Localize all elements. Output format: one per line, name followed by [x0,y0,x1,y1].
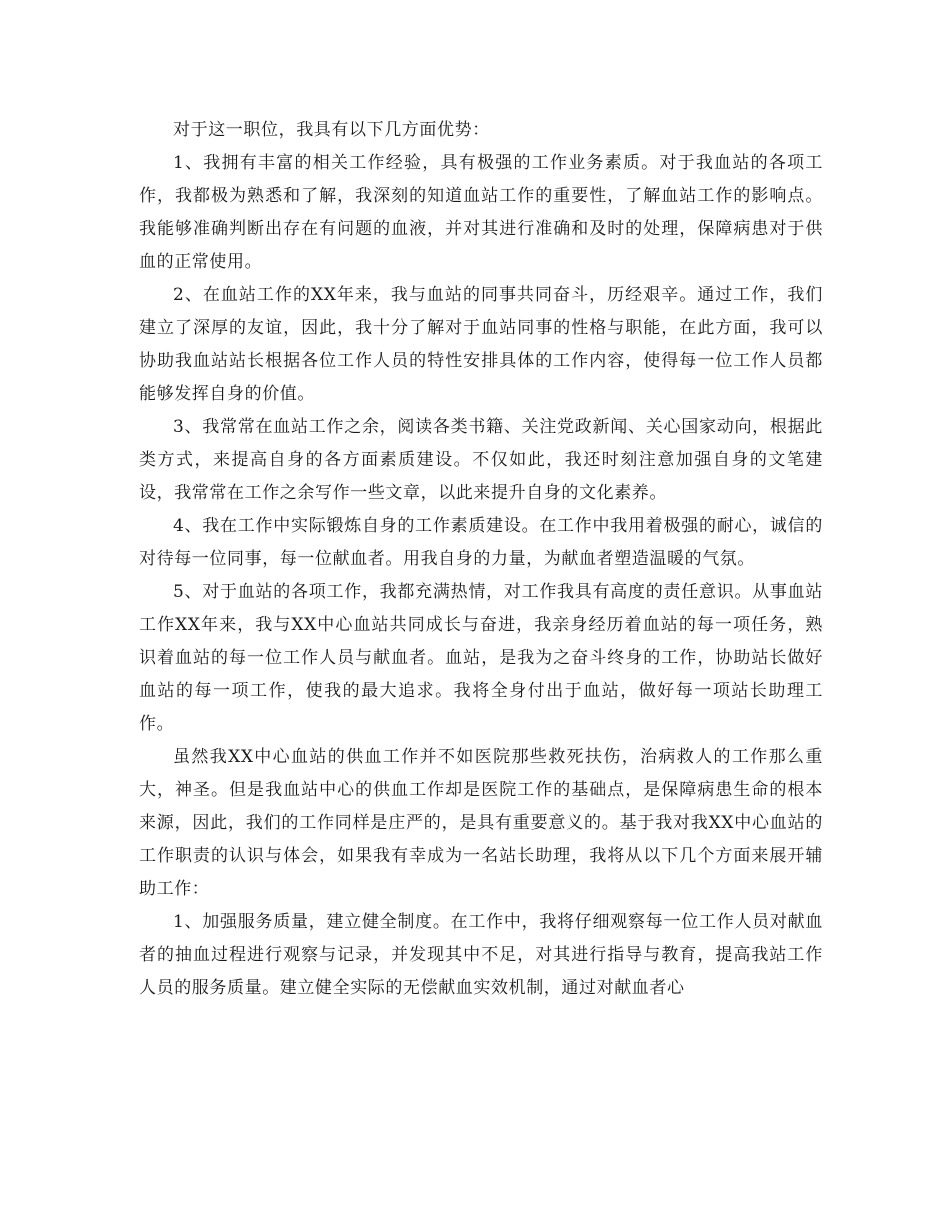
paragraph-advantage-4: 4、我在工作中实际锻炼自身的工作素质建设。在工作中我用着极强的耐心，诚信的对待每一位同事，每一位献血者。用我自身的力量，为献血者塑造温暖的气氛。 [139,516,823,569]
paragraph-advantage-1: 1、我拥有丰富的相关工作经验，具有极强的工作业务素质。对于我血站的各项工作，我都极为熟悉和了解，我深刻的知道血站工作的重要性，了解血站工作的影响点。我能够准确判断出存在有问题的血液，并对其进行准确和及时的处理，保障病患对于供血的正常使用。 [139,153,823,272]
paragraph-plan-1: 1、加强服务质量，建立健全制度。在工作中，我将仔细观察每一位工作人员对献血者的抽血过程进行观察与记录，并发现其中不足，对其进行指导与教育，提高我站工作人员的服务质量。建立健全实际的无偿献血实效机制，通过对献血者心 [139,912,823,998]
paragraph-advantage-2: 2、在血站工作的XX年来，我与血站的同事共同奋斗，历经艰辛。通过工作，我们建立了深厚的友谊，因此，我十分了解对于血站同事的性格与职能，在此方面，我可以协助我血站站长根据各位工作人员的特性安排具体的工作内容，使得每一位工作人员都能够发挥自身的价值。 [139,285,823,404]
paragraph-transition: 虽然我XX中心血站的供血工作并不如医院那些救死扶伤，治病救人的工作那么重大，神圣。但是我血站中心的供血工作却是医院工作的基础点，是保障病患生命的根本来源，因此，我们的工作同样是庄严的，是具有重要意义的。基于我对我XX中心血站的工作职责的认识与体会，如果我有幸成为一名站长助理，我将从以下几个方面来展开辅助工作： [139,747,823,899]
document-body [139,114,823,1005]
paragraph-advantage-5: 5、对于血站的各项工作，我都充满热情，对工作我具有高度的责任意识。从事血站工作XX年来，我与XX中心血站共同成长与奋进，我亲身经历着血站的每一项任务，熟识着血站的每一位工作人员与献血者。血站，是我为之奋斗终身的工作，协助站长做好血站的每一项工作，使我的最大追求。我将全身付出于血站，做好每一项站长助理工作。 [139,582,823,734]
paragraph-advantage-3: 3、我常常在血站工作之余，阅读各类书籍、关注党政新闻、关心国家动向，根据此类方式，来提高自身的各方面素质建设。不仅如此，我还时刻注意加强自身的文笔建设，我常常在工作之余写作一些文章，以此来提升自身的文化素养。 [139,417,823,503]
paragraph-intro: 对于这一职位，我具有以下几方面优势： [173,120,490,140]
